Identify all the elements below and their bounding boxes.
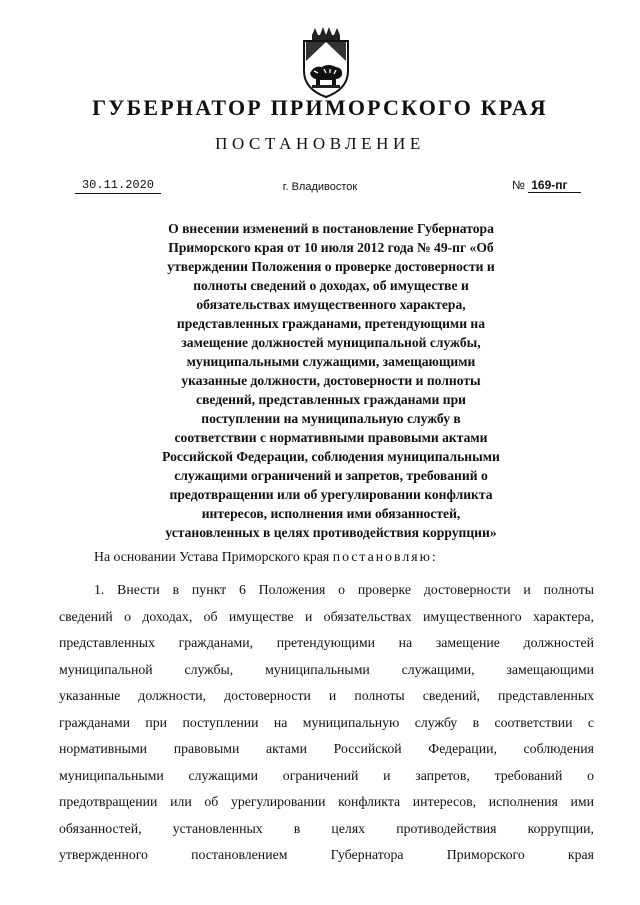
document-type: ПОСТАНОВЛЕНИЕ [215, 134, 425, 153]
number-prefix: № [512, 178, 525, 192]
body-line: представленных гражданами, претендующими на замещение должностей [59, 635, 594, 650]
title-line: поступлении на муниципальную службу в [201, 411, 461, 426]
title-line: обязательствах имущественного характера, [196, 297, 466, 312]
body-line: 1. Внести в пункт 6 Положения о проверке достоверности и полноты [94, 582, 594, 597]
title-line: О внесении изменений в постановление Губернатора [168, 221, 494, 236]
body-line: нормативными правовыми актами Российской Федерации, соблюдения [59, 741, 594, 756]
body-line: сведений о доходах, об имуществе и обязательствах имущественного характера, [59, 608, 594, 624]
title-line: муниципальными служащими, замещающими [186, 354, 476, 369]
number-value: 169-пг [528, 178, 581, 193]
preamble-text: На основании Устава Приморского края [94, 549, 330, 564]
document-number [512, 178, 594, 193]
title-line: замещение должностей муниципальной службы, [181, 335, 481, 350]
title-line: представленных гражданами, претендующими на [176, 316, 486, 331]
title-line: указанные должности, достоверности и полноты [181, 373, 481, 388]
title-line: соответствии с нормативными правовыми актами [174, 430, 488, 445]
preamble-decree-word: постановляю: [332, 549, 438, 564]
title-line: служащими ограничений и запретов, требований о [174, 468, 488, 483]
coat-of-arms-emblem [296, 27, 356, 99]
issuing-authority: ГУБЕРНАТОР ПРИМОРСКОГО КРАЯ [92, 95, 548, 120]
body-line: муниципальными служащими ограничений и запретов, требований о [59, 767, 594, 783]
title-line: интересов, исполнения ими обязанностей, [201, 506, 461, 521]
decree-body [59, 577, 594, 869]
title-line: Российской Федерации, соблюдения муниципальными [162, 449, 500, 464]
title-line: полноты сведений о доходах, об имуществе и [193, 278, 469, 293]
body-line: утвержденного постановлением Губернатора Приморского края [59, 847, 594, 862]
body-line: предотвращении или об урегулировании конфликта интересов, исполнения ими [59, 794, 594, 809]
title-line: установленных в целях противодействия коррупции» [165, 525, 497, 540]
title-line: Приморского края от 10 июля 2012 года № 49-пг «Об [168, 240, 494, 255]
body-line: обязанностей, установленных в целях противодействия коррупции, [59, 820, 594, 836]
body-line: гражданами при поступлении на муниципальную службу в соответствии с [59, 714, 594, 730]
body-line: муниципальной службы, муниципальными служащими, замещающими [59, 661, 594, 677]
preamble [94, 544, 594, 571]
title-line: сведений, представленных гражданами при [196, 392, 466, 407]
title-line: утверждении Положения о проверке достоверности и [167, 259, 495, 274]
document-date: 30.11.2020 [75, 178, 161, 194]
document-title [96, 219, 566, 542]
body-line: указанные должности, достоверности и полноты сведений, представленных [59, 688, 594, 703]
document-city: г. Владивосток [282, 181, 358, 193]
title-line: предотвращении или об урегулировании конфликта [169, 487, 493, 502]
